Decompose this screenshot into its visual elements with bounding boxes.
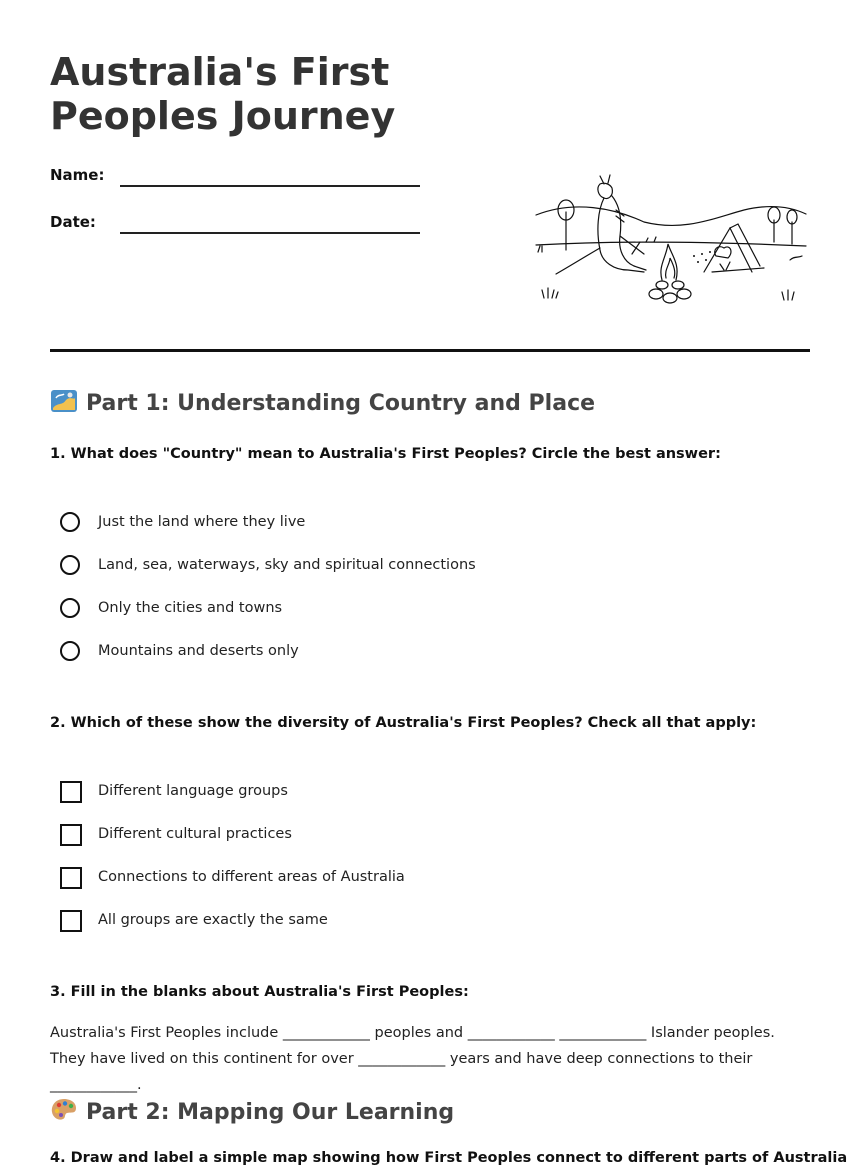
q1-option-1[interactable]: [60, 510, 760, 536]
checkbox[interactable]: [60, 824, 82, 846]
radio-circle[interactable]: [60, 598, 80, 618]
q2-option-label: All groups are exactly the same: [98, 912, 328, 928]
kangaroo-campfire-illustration: [534, 170, 810, 310]
name-input-line[interactable]: [120, 185, 420, 187]
q2-option-1[interactable]: [60, 779, 760, 805]
question-1: 1. What does "Country" mean to Australia's First Peoples? Circle the best answer:: [50, 446, 721, 462]
question-4: 4. Draw and label a simple map showing how First Peoples connect to different parts of Australia: [50, 1150, 848, 1166]
checkbox[interactable]: [60, 867, 82, 889]
q2-option-3[interactable]: [60, 865, 760, 891]
q1-option-label: Mountains and deserts only: [98, 643, 299, 659]
name-label: Name:: [50, 166, 105, 184]
q1-option-2[interactable]: [60, 553, 760, 579]
q1-option-label: Just the land where they live: [98, 514, 306, 530]
q1-option-3[interactable]: [60, 596, 760, 622]
checkbox[interactable]: [60, 910, 82, 932]
part1-title: [50, 388, 595, 418]
palette-emoji-icon: [50, 1097, 78, 1123]
q2-option-label: Different language groups: [98, 783, 288, 799]
part2-title: [50, 1097, 454, 1127]
q1-option-4[interactable]: [60, 639, 760, 665]
checkbox[interactable]: [60, 781, 82, 803]
part2-title-text: Part 2: Mapping Our Learning: [86, 1100, 455, 1125]
part1-title-text: Part 1: Understanding Country and Place: [86, 391, 596, 416]
radio-circle[interactable]: [60, 555, 80, 575]
radio-circle[interactable]: [60, 641, 80, 661]
header-divider: [50, 349, 810, 352]
page-title: Australia's First Peoples Journey: [50, 50, 396, 138]
map-emoji-icon: [50, 388, 78, 414]
fill-in-blanks-paragraph[interactable]: Australia's First Peoples include ____________ peoples and ____________ ____________ Islander peoples. They have lived on this continent for over ____________ years and have deep connections to their ____________.: [50, 1025, 775, 1093]
question-2: 2. Which of these show the diversity of Australia's First Peoples? Check all that apply:: [50, 715, 757, 731]
date-label: Date:: [50, 213, 96, 231]
q2-option-label: Connections to different areas of Australia: [98, 869, 405, 885]
question-3: 3. Fill in the blanks about Australia's First Peoples:: [50, 984, 469, 1000]
q1-option-label: Only the cities and towns: [98, 600, 283, 616]
q2-option-2[interactable]: [60, 822, 760, 848]
date-field[interactable]: [50, 212, 430, 238]
radio-circle[interactable]: [60, 512, 80, 532]
q2-option-label: Different cultural practices: [98, 826, 292, 842]
q1-option-label: Land, sea, waterways, sky and spiritual connections: [98, 557, 476, 573]
date-input-line[interactable]: [120, 232, 420, 234]
name-field[interactable]: [50, 165, 430, 191]
q2-option-4[interactable]: [60, 908, 760, 934]
